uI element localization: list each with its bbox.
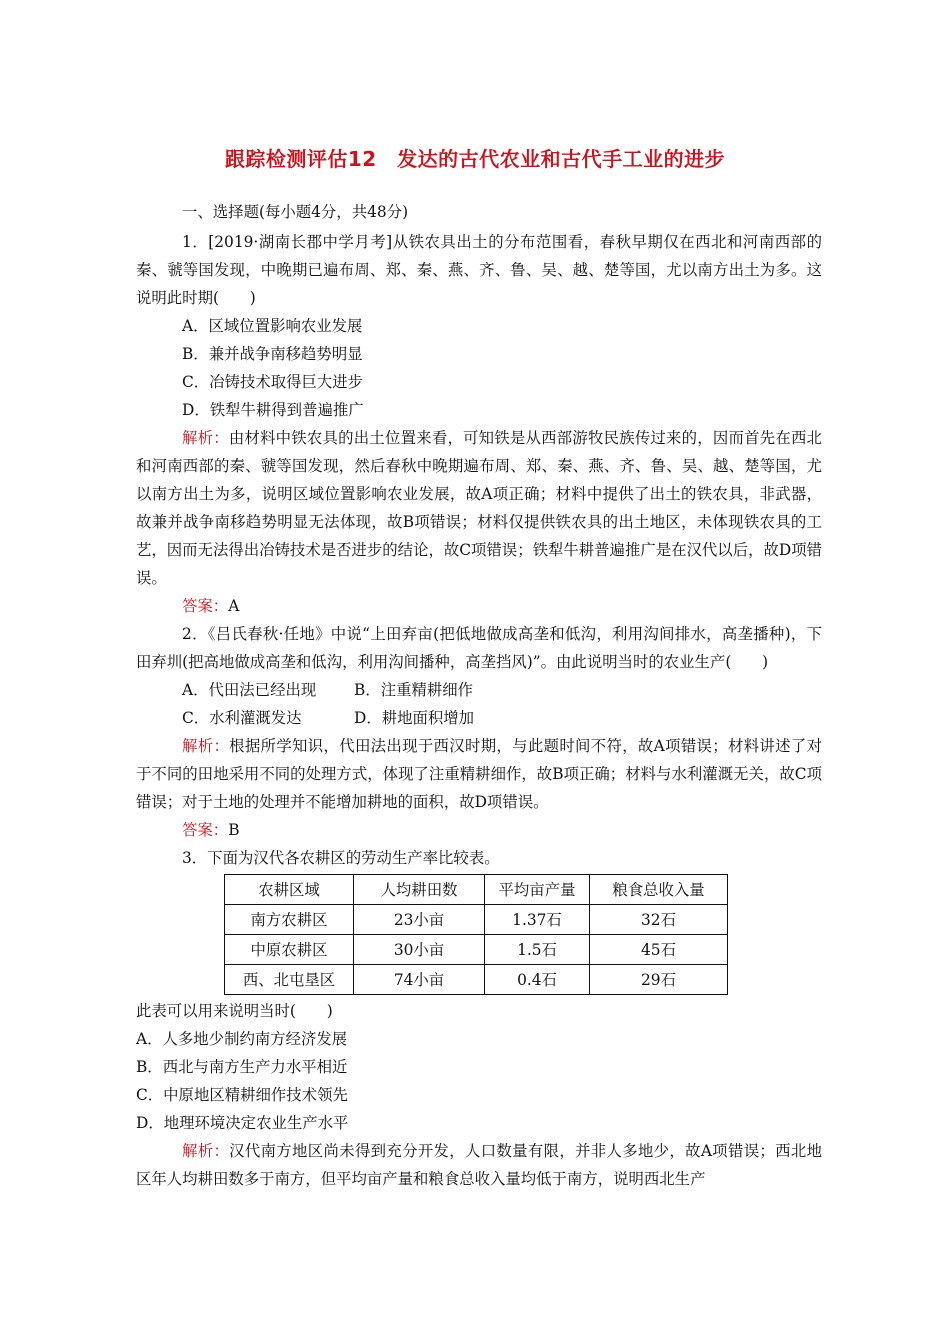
question-1-option-a: A．区域位置影响农业发展	[182, 317, 363, 335]
analysis-label: 解析：	[182, 737, 230, 755]
question-3-option-a: A．人多地少制约南方经济发展	[136, 1030, 348, 1048]
answer-label: 答案：	[182, 821, 229, 839]
table-cell: 南方农耕区	[225, 905, 354, 935]
question-1-stem: 1．[2019·湖南长郡中学月考]从铁农具出土的分布范围看，春秋早期仅在西北和河南西部的秦、虢等国发现，中晚期已遍布周、郑、秦、燕、齐、鲁、吴、越、楚等国，尤以南方出土为多。这说明此时期( )	[136, 233, 822, 307]
question-3-stem: 3．下面为汉代各农耕区的劳动生产率比较表。	[182, 849, 500, 867]
question-2-option-d: D．耕地面积增加	[354, 709, 475, 727]
table-cell: 30小亩	[354, 935, 485, 965]
section-heading: 一、选择题(每小题4分，共48分)	[182, 203, 409, 221]
question-3-option-d: D．地理环境决定农业生产水平	[136, 1114, 349, 1132]
table-cell: 1.37石	[485, 905, 590, 935]
question-1-option-c: C．冶铸技术取得巨大进步	[182, 373, 364, 391]
analysis-text: 根据所学知识，代田法出现于西汉时期，与此题时间不符，故A项错误；材料讲述了对于不同的田地采用不同的处理方式，体现了注重精耕细作，故B项正确；材料与水利灌溉无关，故C项错误；对于土地的处理并不能增加耕地的面积，故D项错误。	[136, 737, 822, 811]
question-1-analysis	[136, 424, 822, 592]
table-header-row	[225, 875, 728, 905]
question-3-option-b: B．西北与南方生产力水平相近	[136, 1058, 348, 1076]
analysis-label: 解析：	[182, 429, 229, 447]
table-header: 农耕区域	[225, 875, 354, 905]
question-2-stem: 2．《吕氏春秋·任地》中说“上田弃亩(把低地做成高垄和低沟，利用沟间排水，高垄播种)，下田弃圳(把高地做成高垄和低沟，利用沟间播种，高垄挡风)”。由此说明当时的农业生产( )	[136, 625, 822, 671]
question-1-option-b: B．兼并战争南移趋势明显	[182, 345, 363, 363]
table-cell: 74小亩	[354, 965, 485, 995]
table-row	[225, 935, 728, 965]
table-row	[225, 965, 728, 995]
table-header: 人均耕田数	[354, 875, 485, 905]
answer-value: A	[228, 597, 240, 615]
question-3-analysis	[136, 1137, 822, 1193]
question-2-option-c: C．水利灌溉发达	[182, 709, 302, 727]
question-1-option-d: D．铁犁牛耕得到普遍推广	[182, 401, 364, 419]
table-cell: 29石	[590, 965, 728, 995]
question-3-follow: 此表可以用来说明当时( )	[136, 1002, 333, 1020]
analysis-label: 解析：	[182, 1142, 230, 1160]
answer-value: B	[228, 821, 240, 839]
table-cell: 45石	[590, 935, 728, 965]
question-2-answer	[136, 816, 822, 844]
table-cell: 0.4石	[485, 965, 590, 995]
table-row	[225, 905, 728, 935]
answer-label: 答案：	[182, 597, 229, 615]
question-2-options-row-1	[136, 676, 822, 704]
productivity-table	[224, 874, 728, 995]
table-cell: 1.5石	[485, 935, 590, 965]
question-2-option-a: A．代田法已经出现	[182, 681, 317, 699]
analysis-text: 由材料中铁农具的出土位置来看，可知铁是从西部游牧民族传过来的，因而首先在西北和河南西部的秦、虢等国发现，然后春秋中晚期遍布周、郑、秦、燕、齐、鲁、吴、越、楚等国，尤以南方出土为多，说明区域位置影响农业发展，故A项正确；材料中提供了出土的铁农具，非武器，故兼并战争南移趋势明显无法体现，故B项错误；材料仅提供铁农具的出土地区，未体现铁农具的工艺，因而无法得出冶铸技术是否进步的结论，故C项错误；铁犁牛耕普遍推广是在汉代以后，故D项错误。	[136, 429, 822, 587]
table-cell: 32石	[590, 905, 728, 935]
question-1-answer	[136, 592, 822, 620]
table-header: 平均亩产量	[485, 875, 590, 905]
document-body	[136, 198, 822, 1193]
question-2-option-b: B．注重精耕细作	[354, 681, 474, 699]
question-3-option-c: C．中原地区精耕细作技术领先	[136, 1086, 348, 1104]
table-cell: 中原农耕区	[225, 935, 354, 965]
table-cell: 23小亩	[354, 905, 485, 935]
question-2-options-row-2	[136, 704, 822, 732]
question-2-analysis	[136, 732, 822, 816]
table-header: 粮食总收入量	[590, 875, 728, 905]
document-title: 跟踪检测评估12 发达的古代农业和古代手工业的进步	[224, 147, 726, 171]
analysis-text: 汉代南方地区尚未得到充分开发，人口数量有限，并非人多地少，故A项错误；西北地区年人均耕田数多于南方，但平均亩产量和粮食总收入量均低于南方，说明西北生产	[136, 1142, 822, 1188]
table-cell: 西、北屯垦区	[225, 965, 354, 995]
